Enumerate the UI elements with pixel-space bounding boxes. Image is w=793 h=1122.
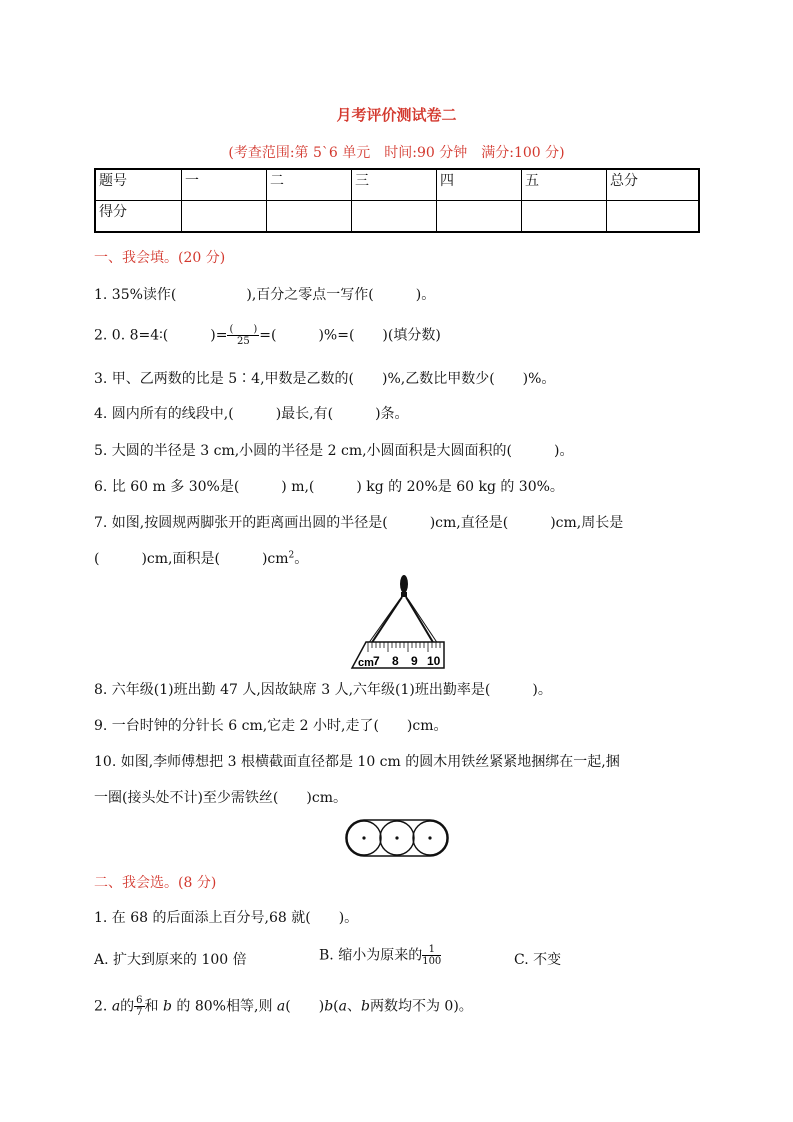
table-row [95,169,699,201]
question-text: 2. 0. 8=4∶( )= [94,327,228,344]
question-text: 和 [144,998,159,1015]
option-c[interactable]: C. 不变 [514,952,562,968]
fraction [134,995,144,1018]
variable-b: b [361,998,370,1015]
question-1-7-line2 [94,548,308,568]
question-2-1: 1. 在 68 的后面添上百分号,68 就( )。 [94,910,359,926]
variable-a: a [276,998,286,1015]
question-1-6: 6. 比 60 m 多 30%是( ) m,( ) kg 的 20%是 60 kg 的 30%。 [94,479,564,495]
table-row [95,201,699,233]
question-text: =( )%=( )(填分数) [259,327,441,344]
table-cell: 题号 [95,169,182,201]
variable-a: a [111,998,121,1015]
score-input-cell[interactable] [437,201,522,233]
table-cell: 得分 [95,201,182,233]
fraction-denominator: 25 [237,336,250,347]
ruler-icon [352,642,444,669]
score-input-cell[interactable] [182,201,267,233]
question-text: ( [333,998,339,1015]
question-text: ( )cm,面积是( )cm [94,551,289,567]
variable-b: b [324,998,334,1015]
option-text: B. 缩小为原来的 [319,947,423,964]
question-text: 的 [120,998,135,1015]
fraction-denominator: 7 [136,1007,143,1018]
page-title: 月考评价测试卷二 [336,106,457,124]
superscript: 2 [288,550,295,561]
score-input-cell[interactable] [267,201,352,233]
ruler-label: 9 [411,654,418,668]
question-1-5: 5. 大圆的半径是 3 cm,小圆的半径是 2 cm,小圆面积是大圆面积的( )。 [94,443,574,459]
question-text: 。 [294,551,309,567]
ruler-label: 7 [373,654,380,668]
question-1-10-line1: 10. 如图,李师傅想把 3 根横截面直径都是 10 cm 的圆木用铁丝紧紧地捆绑在一起,捆 [94,754,620,770]
section-heading: 二、我会选。(8 分) [94,875,217,891]
question-1-8: 8. 六年级(1)班出勤 47 人,因故缺席 3 人,六年级(1)班出勤率是( )。 [94,682,552,698]
ruler-label: 10 [427,654,441,668]
table-cell: 三 [352,169,437,201]
fraction-numerator: 6 [136,995,143,1006]
question-text: 两数均不为 0)。 [369,998,473,1015]
question-2-2 [94,995,473,1018]
compass-icon [368,575,438,644]
compass-ruler-figure [348,572,452,672]
question-text: 、 [347,998,361,1015]
variable-a: a [338,998,347,1015]
option-a[interactable]: A. 扩大到原来的 100 倍 [94,952,247,968]
fraction-denominator: 100 [422,956,442,967]
logs-bound-icon [346,820,448,856]
question-1-1: 1. 35%读作( ),百分之零点一写作( )。 [94,287,436,303]
three-logs-figure [345,818,449,858]
fraction [227,324,259,347]
question-1-10-line2: 一圈(接头处不计)至少需铁丝( )cm。 [94,790,347,806]
table-cell: 总分 [607,169,700,201]
table-cell: 一 [182,169,267,201]
question-1-3: 3. 甲、乙两数的比是 5∶4,甲数是乙数的( )%,乙数比甲数少( )%。 [94,371,556,387]
ruler-label: 8 [392,654,399,668]
question-text: ( ) [285,998,325,1015]
table-cell: 四 [437,169,522,201]
score-input-cell[interactable] [607,201,700,233]
question-1-7-line1: 7. 如图,按圆规两脚张开的距离画出圆的半径是( )cm,直径是( )cm,周长是 [94,515,624,531]
section-heading: 一、我会填。(20 分) [94,250,226,266]
variable-b: b [163,998,172,1015]
table-cell: 五 [522,169,607,201]
score-input-cell[interactable] [352,201,437,233]
question-text: 2. [94,998,108,1015]
fraction-numerator: ( ) [229,324,258,335]
fraction-numerator: 1 [422,944,441,956]
page-subtitle: (考查范围:第 5`6 单元 时间:90 分钟 满分:100 分) [228,145,565,161]
fraction [422,944,441,967]
question-1-9: 9. 一台时钟的分针长 6 cm,它走 2 小时,走了( )cm。 [94,718,448,734]
ruler-label: cm [358,657,374,669]
question-text: 的 80%相等,则 [176,998,273,1015]
option-b[interactable] [319,944,441,967]
score-table [94,168,700,233]
question-1-4: 4. 圆内所有的线段中,( )最长,有( )条。 [94,406,409,422]
table-cell: 二 [267,169,352,201]
question-1-2 [94,324,441,347]
score-input-cell[interactable] [522,201,607,233]
